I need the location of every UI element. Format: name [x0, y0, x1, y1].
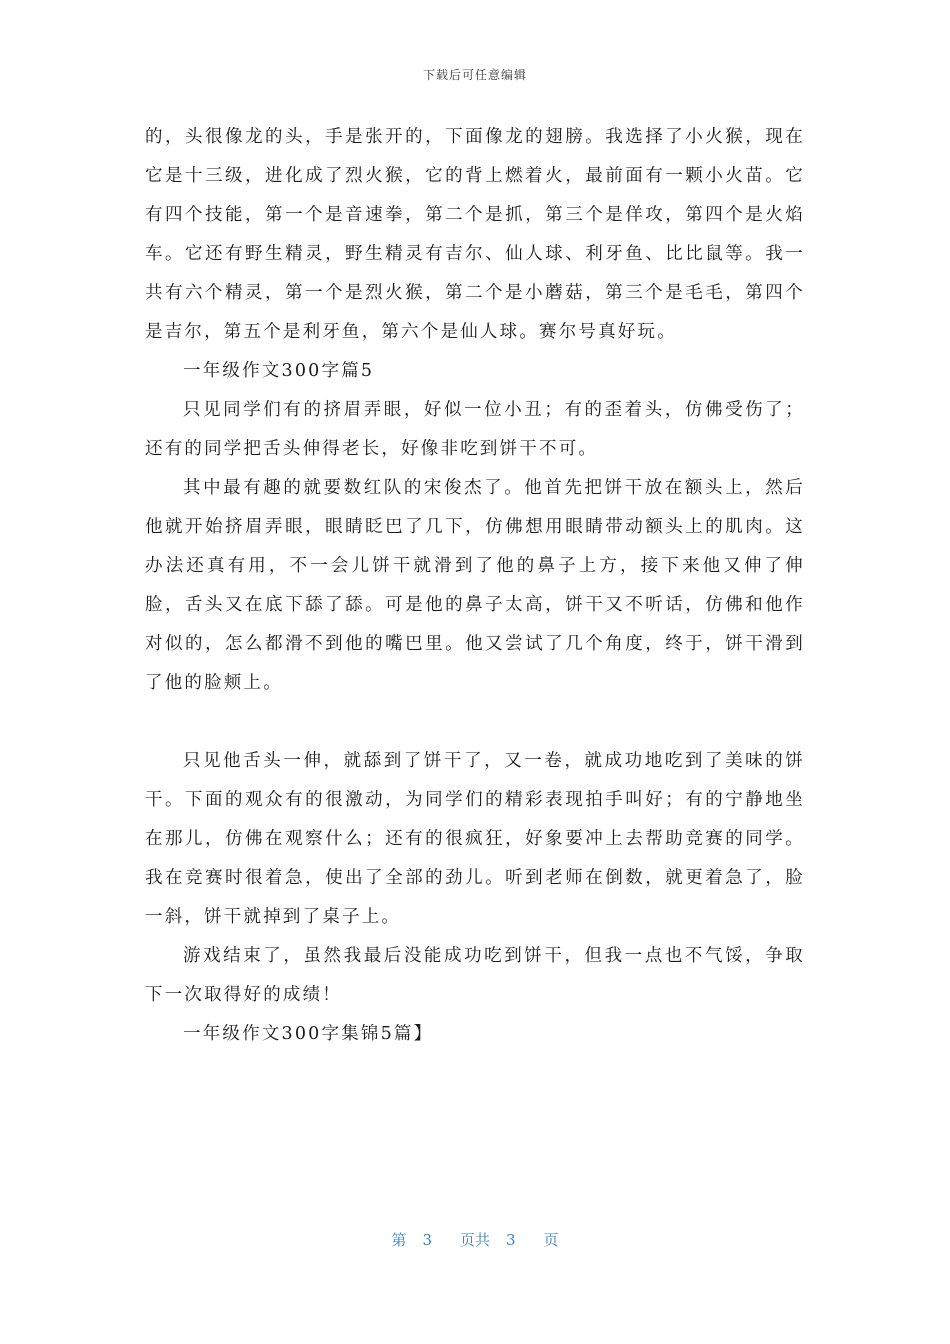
- closing-heading: 一年级作文300字集锦5篇】: [183, 1024, 434, 1044]
- paragraph: 其中最有趣的就要数红队的宋俊杰了。他首先把饼干放在额头上，然后他就开始挤眉弄眼，眼睛眨巴了几下，仿佛想用眼睛带动额头上的肌肉。这办法还真有用，不一会儿饼干就滑到了他的鼻子上方，接下来他又伸了伸脸，舌头又在底下舔了舔。可是他的鼻子太高，饼干又不听话，仿佛和他作对似的，怎么都滑不到他的嘴巴里。他又尝试了几个角度，终于，饼干滑到了他的脸颊上。: [145, 478, 805, 693]
- page-header: 下载后可任意编辑: [422, 68, 527, 82]
- total-pages-number: 3: [506, 1231, 516, 1249]
- page-label: 第: [391, 1231, 407, 1249]
- paragraph: 只见他舌头一伸，就舔到了饼干了，又一卷，就成功地吃到了美味的饼干。下面的观众有的很激动，为同学们的精彩表现拍手叫好；有的宁静地坐在那儿，仿佛在观察什么；还有的很疯狂，好象要冲上去帮助竞赛的同学。我在竞赛时很着急，使出了全部的劲儿。听到老师在倒数，就更着急了，脸一斜，饼干就掉到了桌子上。: [145, 751, 805, 927]
- document-body: [145, 118, 805, 1054]
- paragraph: 游戏结束了，虽然我最后没能成功吃到饼干，但我一点也不气馁，争取下一次取得好的成绩！: [145, 946, 805, 1005]
- page-total-label: 页共: [459, 1231, 490, 1249]
- paragraph: 只见同学们有的挤眉弄眼，好似一位小丑；有的歪着头，仿佛受伤了；还有的同学把舌头伸得老长，好像非吃到饼干不可。: [145, 400, 805, 459]
- page-end-label: 页: [543, 1231, 559, 1249]
- page-footer: [0, 1229, 950, 1250]
- paragraph-gap: [145, 703, 805, 742]
- current-page-number: 3: [422, 1231, 432, 1249]
- section-heading: 一年级作文300字篇5: [183, 361, 375, 381]
- paragraph-continued: 的，头很像龙的头，手是张开的，下面像龙的翅膀。我选择了小火猴，现在它是十三级，进化成了烈火猴，它的背上燃着火，最前面有一颗小火苗。它有四个技能，第一个是音速拳，第二个是抓，第三个是佯攻，第四个是火焰车。它还有野生精灵，野生精灵有吉尔、仙人球、利牙鱼、比比鼠等。我一共有六个精灵，第一个是烈火猴，第二个是小蘑菇，第三个是毛毛，第四个是吉尔，第五个是利牙鱼，第六个是仙人球。赛尔号真好玩。: [145, 127, 805, 342]
